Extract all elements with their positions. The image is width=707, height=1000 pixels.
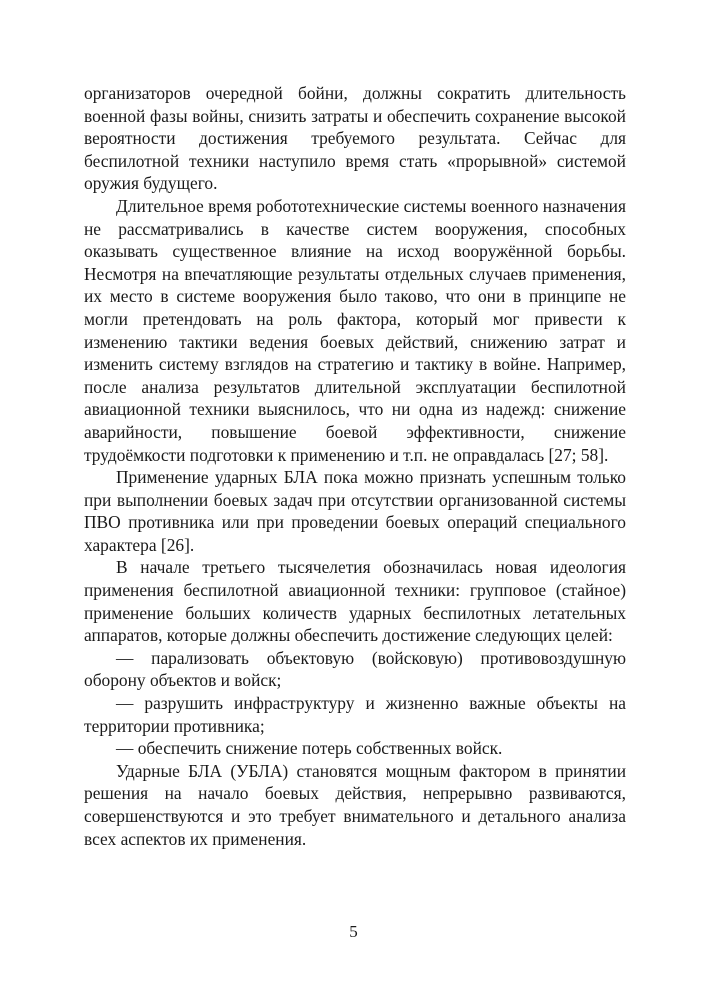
paragraph-new-ideology: В начале третьего тысячелетия обозначилась новая идеология применения беспилотной авиационной техники: групповое (стайное) применение больших количеств ударных беспилотных летательных аппаратов, которые должны обеспечить достижение следующих целей: <box>84 557 626 646</box>
body-text <box>84 82 626 850</box>
paragraph-robotics: Длительное время робототехнические системы военного назначения не рассматривались в качестве систем вооружения, способных оказывать существенное влияние на исход вооружённой борьбы. Несмотря на впечатляющие результаты отдельных случаев применения, их место в системе вооружения было таково, что они в принципе не могли претендовать на роль фактора, который мог привести к изменению тактики ведения боевых действий, снижению затрат и изменить систему взглядов на стратегию и тактику в войне. Например, после анализа результатов длительной эксплуатации беспилотной авиационной техники выяснилось, что ни одна из надежд: снижение аварийности, повышение боевой эффективности, снижение трудоёмкости подготовки к применению и т.п. не оправдалась [27; 58]. <box>84 195 626 465</box>
paragraph-continuation: организаторов очередной бойни, должны сократить длительность военной фазы войны, снизить затраты и обеспечить сохранение высокой вероятности достижения требуемого результата. Сейчас для беспилотной техники наступило время стать «прорывной» системой оружия будущего. <box>84 83 626 194</box>
list-item-reduce-losses: — обеспечить снижение потерь собственных войск. <box>116 738 503 759</box>
list-item-destroy-infrastructure: — разрушить инфраструктуру и жизненно важные объекты на территории противника; <box>84 693 626 736</box>
paragraph-strike-uav: Применение ударных БЛА пока можно признать успешным только при выполнении боевых задач при отсутствии организованной системы ПВО противника или при проведении боевых операций специального характера [26]. <box>84 467 626 555</box>
list-item-paralyze-defense: — парализовать объектовую (войсковую) противовоздушную оборону объектов и войск; <box>84 647 626 691</box>
page-number: 5 <box>349 922 358 941</box>
paragraph-conclusion: Ударные БЛА (УБЛА) становятся мощным фактором в принятии решения на начало боевых действия, непрерывно развиваются, совершенствуются и это требует внимательного и детального анализа всех аспектов их применения. <box>84 760 626 849</box>
